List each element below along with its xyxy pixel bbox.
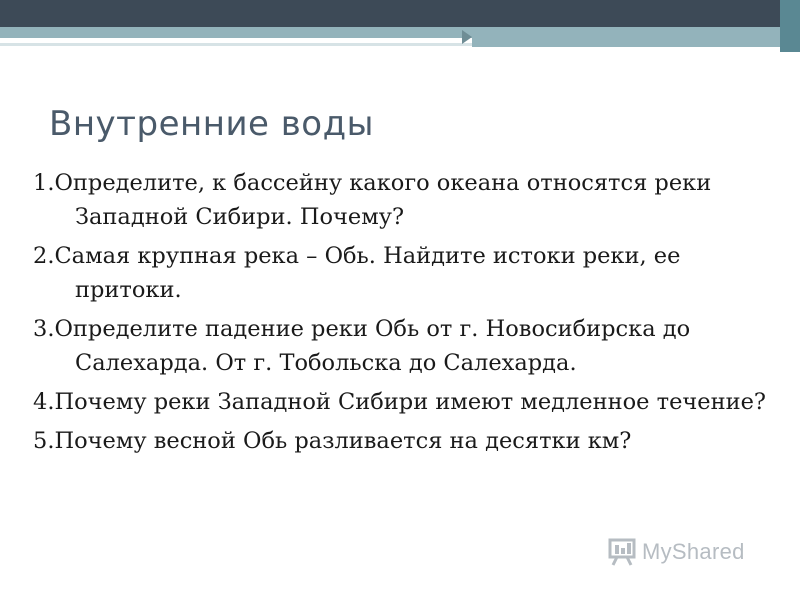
header-thin-line [472,47,780,49]
header-corner-block [780,0,800,52]
slide-title: Внутренние воды [49,104,374,144]
question-item-3: 3.Определите падение реки Обь от г. Новосибирска до Салехарда. От г. Тобольска до Салехарда. [33,316,691,376]
header-triangle-marker [462,30,472,44]
question-item-1: 1.Определите, к бассейну какого океана относятся реки Западной Сибири. Почему? [33,170,712,230]
question-item-5: 5.Почему весной Обь разливается на десятки км? [33,428,632,454]
header-pale-stripe [0,43,472,46]
watermark-text: MyShared [642,539,745,564]
question-item-2: 2.Самая крупная река – Обь. Найдите истоки реки, ее притоки. [33,243,681,303]
header-dark-stripe [0,0,800,27]
presentation-board-icon [608,538,638,566]
watermark-logo [608,536,745,568]
question-item-4: 4.Почему реки Западной Сибири имеют медленное течение? [33,389,766,415]
question-list [33,166,793,463]
header-teal-stripe-left [0,27,472,38]
header-teal-stripe-right [472,27,780,48]
